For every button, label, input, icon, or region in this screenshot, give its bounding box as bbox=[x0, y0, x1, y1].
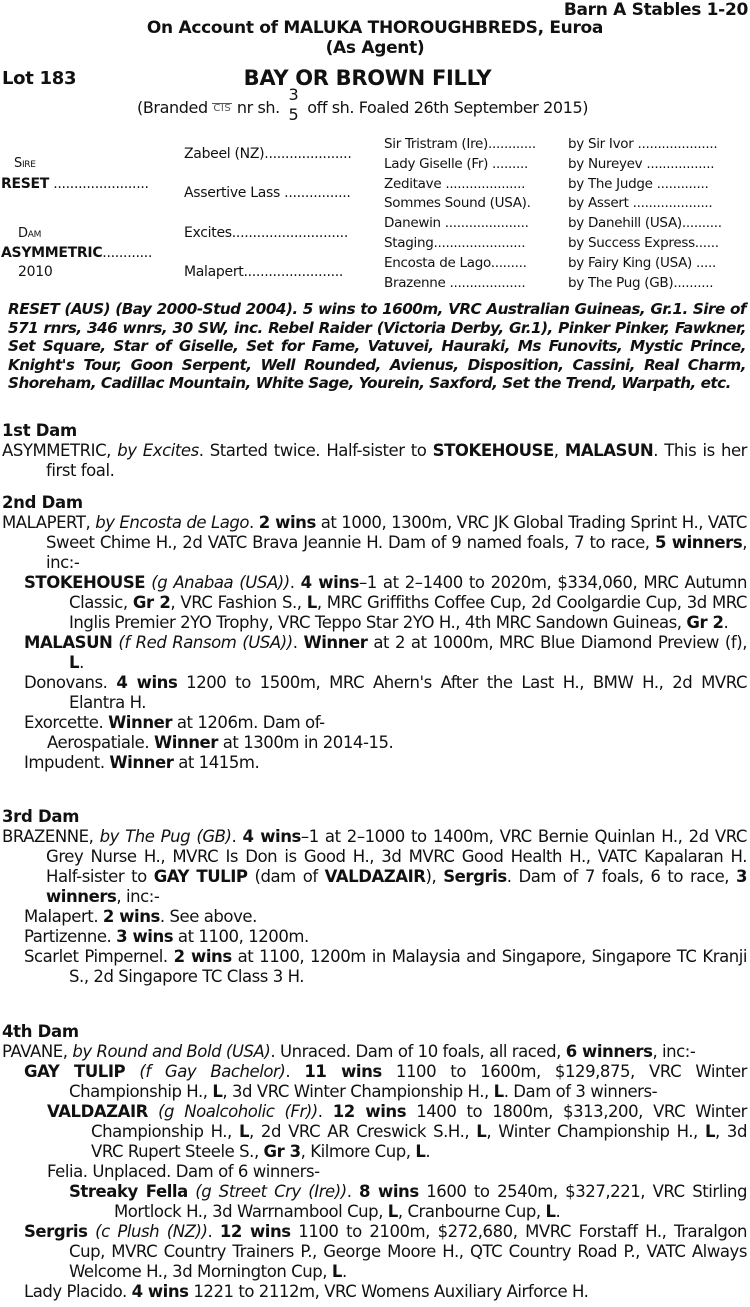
great-grandparent-6-sire: by Success Express...... bbox=[568, 235, 719, 251]
progeny-gay-tulip: GAY TULIP (f Gay Bachelor). 11 wins 1100 to 1600m, $129,875, VRC Winter Championship H., L, 3d VRC Winter Championship H., L. Dam of 3 winners- bbox=[24, 1062, 748, 1101]
granddam-maternal: Malapert........................ bbox=[184, 264, 344, 280]
progeny-impudent: Impudent. Winner at 1415m. bbox=[24, 753, 260, 772]
grandsire-maternal: Excites............................ bbox=[184, 225, 348, 241]
third-dam-heading: 3rd Dam bbox=[2, 807, 80, 826]
great-grandparent-1: Sir Tristram (Ire)............ bbox=[384, 136, 536, 152]
dam-label: Dam bbox=[18, 226, 42, 241]
lot-number: Lot 183 bbox=[2, 68, 77, 89]
great-grandparent-5-sire: by Danehill (USA).......... bbox=[568, 215, 722, 231]
progeny-felia: Felia. Unplaced. Dam of 6 winners- bbox=[47, 1162, 320, 1181]
second-dam-entry: MALAPERT, by Encosta de Lago. 2 wins at 1000, 1300m, VRC JK Global Trading Sprint H., VATC Sweet Chime H., 2d VATC Brava Jeannie H. Dam of 9 named foals, 7 to race, 5 winners, inc:- STOKEHOUSE (g Anabaa (USA)). 4 wins–1 at 2–1400 to 2020m, $334,060, MRC Autumn Classic, Gr 2, VRC Fashion S., L, MRC Griffiths Coffee Cup, 2d Coolgardie Cup, 3d MRC Inglis Premier 2YO Trophy, VRC Teppo Star 2YO H., 4th MRC Sandown Guineas, Gr 2. MALASUN (f Red Ransom (USA)). Winner at 2 at 1000m, MRC Blue Diamond Preview (f), L. Donovans. 4 wins 1200 to 1500m, MRC Ahern's After the Last H., BMW H., 2d MVRC Elantra H. Exorcette. Winner at 1206m. Dam of- Aerospatiale. Winner at 1300m in 2014-15. Impudent. Winner at 1415m. bbox=[2, 513, 748, 772]
half-sibling-link: STOKEHOUSE bbox=[432, 441, 554, 460]
progeny-donovans: Donovans. 4 wins 1200 to 1500m, MRC Ahern's After the Last H., BMW H., 2d MVRC Elantra H. bbox=[24, 673, 748, 712]
progeny-stokehouse: STOKEHOUSE (g Anabaa (USA)). 4 wins–1 at 2–1400 to 2020m, $334,060, MRC Autumn Classic, Gr 2, VRC Fashion S., L, MRC Griffiths Coffee Cup, 2d Coolgardie Cup, 3d MRC Inglis Premier 2YO Trophy, VRC Teppo Star 2YO H., 4th MRC Sandown Guineas, Gr 2. bbox=[24, 573, 748, 632]
great-grandparent-7: Encosta de Lago......... bbox=[384, 255, 527, 271]
granddam-paternal: Assertive Lass ................ bbox=[184, 185, 351, 201]
progeny-lady-placido: Lady Placido. 4 wins 1221 to 2112m, VRC Womens Auxiliary Airforce H. bbox=[24, 1282, 589, 1301]
great-grandparent-3-sire: by The Judge ............. bbox=[568, 176, 709, 192]
progeny-valdazair: VALDAZAIR (g Noalcoholic (Fr)). 12 wins 1400 to 1800m, $313,200, VRC Winter Championship H., L, 2d VRC AR Creswick S.H., L, Winter Championship H., L, 3d VRC Rupert Steele S., Gr 3, Kilmore Cup, L. bbox=[47, 1102, 747, 1161]
brand-prefix: (Branded bbox=[137, 98, 208, 117]
progeny-malapert: Malapert. 2 wins. See above. bbox=[24, 907, 257, 926]
sire-label: Sire bbox=[14, 156, 36, 171]
brand-fraction bbox=[285, 84, 303, 124]
progeny-sergris: Sergris (c Plush (NZ)). 12 wins 1100 to 2100m, $272,680, MVRC Forstaff H., Traralgon Cup, MVRC Country Trainers P., George Moore H., QTC Country Road P., VATC Always Welcome H., 3d Mornington Cup, L. bbox=[24, 1222, 748, 1281]
first-dam-entry: ASYMMETRIC, by Excites. Started twice. Half-sister to STOKEHOUSE, MALASUN. This is her first foal. bbox=[2, 441, 748, 480]
brand-numerator: 3 bbox=[288, 84, 299, 104]
progeny-partizenne: Partizenne. 3 wins at 1100, 1200m. bbox=[24, 927, 309, 946]
brand-mark-icon: CIS bbox=[213, 103, 232, 114]
brand-line bbox=[137, 84, 589, 124]
second-dam-heading: 2nd Dam bbox=[2, 493, 83, 512]
grandsire-paternal: Zabeel (NZ)..................... bbox=[184, 146, 352, 162]
barn-location: Barn A Stables 1-20 bbox=[563, 0, 748, 20]
progeny-scarlet-pimpernel: Scarlet Pimpernel. 2 wins at 1100, 1200m in Malaysia and Singapore, Singapore TC Kranji S., 2d Singapore TC Class 3 H. bbox=[24, 947, 748, 986]
great-grandparent-2: Lady Giselle (Fr) ......... bbox=[384, 156, 528, 172]
progeny-malasun: MALASUN (f Red Ransom (USA)). Winner at 2 at 1000m, MRC Blue Diamond Preview (f), L. bbox=[24, 633, 748, 672]
fourth-dam-entry: PAVANE, by Round and Bold (USA). Unraced. Dam of 10 foals, all raced, 6 winners, inc:- GAY TULIP (f Gay Bachelor). 11 wins 1100 to 1600m, $129,875, VRC Winter Championship H., L, 3d VRC Winter Championship H., L. Dam of 3 winners- VALDAZAIR (g Noalcoholic (Fr)). 12 wins 1400 to 1800m, $313,200, VRC Winter Championship H., L, 2d VRC AR Creswick S.H., L, Winter Championship H., L, 3d VRC Rupert Steele S., Gr 3, Kilmore Cup, L. Felia. Unplaced. Dam of 6 winners- Streaky Fella (g Street Cry (Ire)). 8 wins 1600 to 2540m, $327,221, VRC Stirling Mortlock H., 3d Warrnambool Cup, L, Cranbourne Cup, L. Sergris (c Plush (NZ)). 12 wins 1100 to 2100m, $272,680, MVRC Forstaff H., Traralgon Cup, MVRC Country Trainers P., George Moore H., QTC Country Road P., VATC Always Welcome H., 3d Mornington Cup, L. Lady Placido. 4 wins 1221 to 2112m, VRC Womens Auxiliary Airforce H. bbox=[2, 1042, 748, 1301]
brand-suffix: off sh. Foaled 26th September 2015) bbox=[307, 98, 589, 117]
progeny-aerospatiale: Aerospatiale. Winner at 1300m in 2014-15. bbox=[47, 733, 394, 752]
brand-mid: nr sh. bbox=[236, 98, 280, 117]
great-grandparent-4: Sommes Sound (USA). bbox=[384, 195, 531, 211]
great-grandparent-7-sire: by Fairy King (USA) ..... bbox=[568, 255, 716, 271]
great-grandparent-2-sire: by Nureyev ................. bbox=[568, 156, 715, 172]
progeny-streaky-fella: Streaky Fella (g Street Cry (Ire)). 8 wins 1600 to 2540m, $327,221, VRC Stirling Mortlock H., 3d Warrnambool Cup, L, Cranbourne Cup, L. bbox=[69, 1182, 748, 1221]
third-dam-entry: BRAZENNE, by The Pug (GB). 4 wins–1 at 2–1000 to 1400m, VRC Bernie Quinlan H., 2d VRC Grey Nurse H., MVRC Is Don is Good H., 3d MVRC Good Health H., VATC Kapalaran H. Half-sister to GAY TULIP (dam of VALDAZAIR), Sergris. Dam of 7 foals, 6 to race, 3 winners, inc:- Malapert. 2 wins. See above. Partizenne. 3 wins at 1100, 1200m. Scarlet Pimpernel. 2 wins at 1100, 1200m in Malaysia and Singapore, Singapore TC Kranji S., 2d Singapore TC Class 3 H. bbox=[2, 827, 748, 986]
great-grandparent-8: Brazenne ................... bbox=[384, 275, 526, 291]
horse-description: BAY OR BROWN FILLY bbox=[243, 66, 492, 90]
progeny-exorcette: Exorcette. Winner at 1206m. Dam of- bbox=[24, 713, 325, 732]
great-grandparent-6: Staging....................... bbox=[384, 235, 526, 251]
vendor-agent: (As Agent) bbox=[325, 38, 425, 58]
great-grandparent-3: Zeditave .................... bbox=[384, 176, 526, 192]
fourth-dam-heading: 4th Dam bbox=[2, 1022, 79, 1041]
first-dam-heading: 1st Dam bbox=[2, 421, 77, 440]
brand-denominator: 5 bbox=[288, 104, 299, 124]
great-grandparent-5: Danewin ..................... bbox=[384, 215, 529, 231]
great-grandparent-4-sire: by Assert .................... bbox=[568, 195, 713, 211]
sire-name: RESET ....................... bbox=[1, 176, 149, 192]
dam-year: 2010 bbox=[18, 264, 53, 280]
sire-summary: RESET (AUS) (Bay 2000-Stud 2004). 5 wins to 1600m, VRC Australian Guineas, Gr.1. Sire of 571 rnrs, 346 wnrs, 30 SW, inc. Rebel Raider (Victoria Derby, Gr.1), Pinker Pinker, Fawkner, Set Square, Star of Giselle, Set for Fame, Vatuvei, Hauraki, Ms Funovits, Mystic Prince, Knight's Tour, Goon Serpent, Well Rounded, Avienus, Disposition, Cassini, Real Charm, Shoreham, Cadillac Mountain, White Sage, Yourein, Saxford, Set the Trend, Warpath, etc. bbox=[8, 300, 746, 392]
dam-name: ASYMMETRIC............ bbox=[1, 245, 153, 261]
great-grandparent-1-sire: by Sir Ivor .................... bbox=[568, 136, 718, 152]
vendor-account: On Account of MALUKA THOROUGHBREDS, Euroa bbox=[146, 18, 604, 38]
great-grandparent-8-sire: by The Pug (GB).......... bbox=[568, 275, 714, 291]
